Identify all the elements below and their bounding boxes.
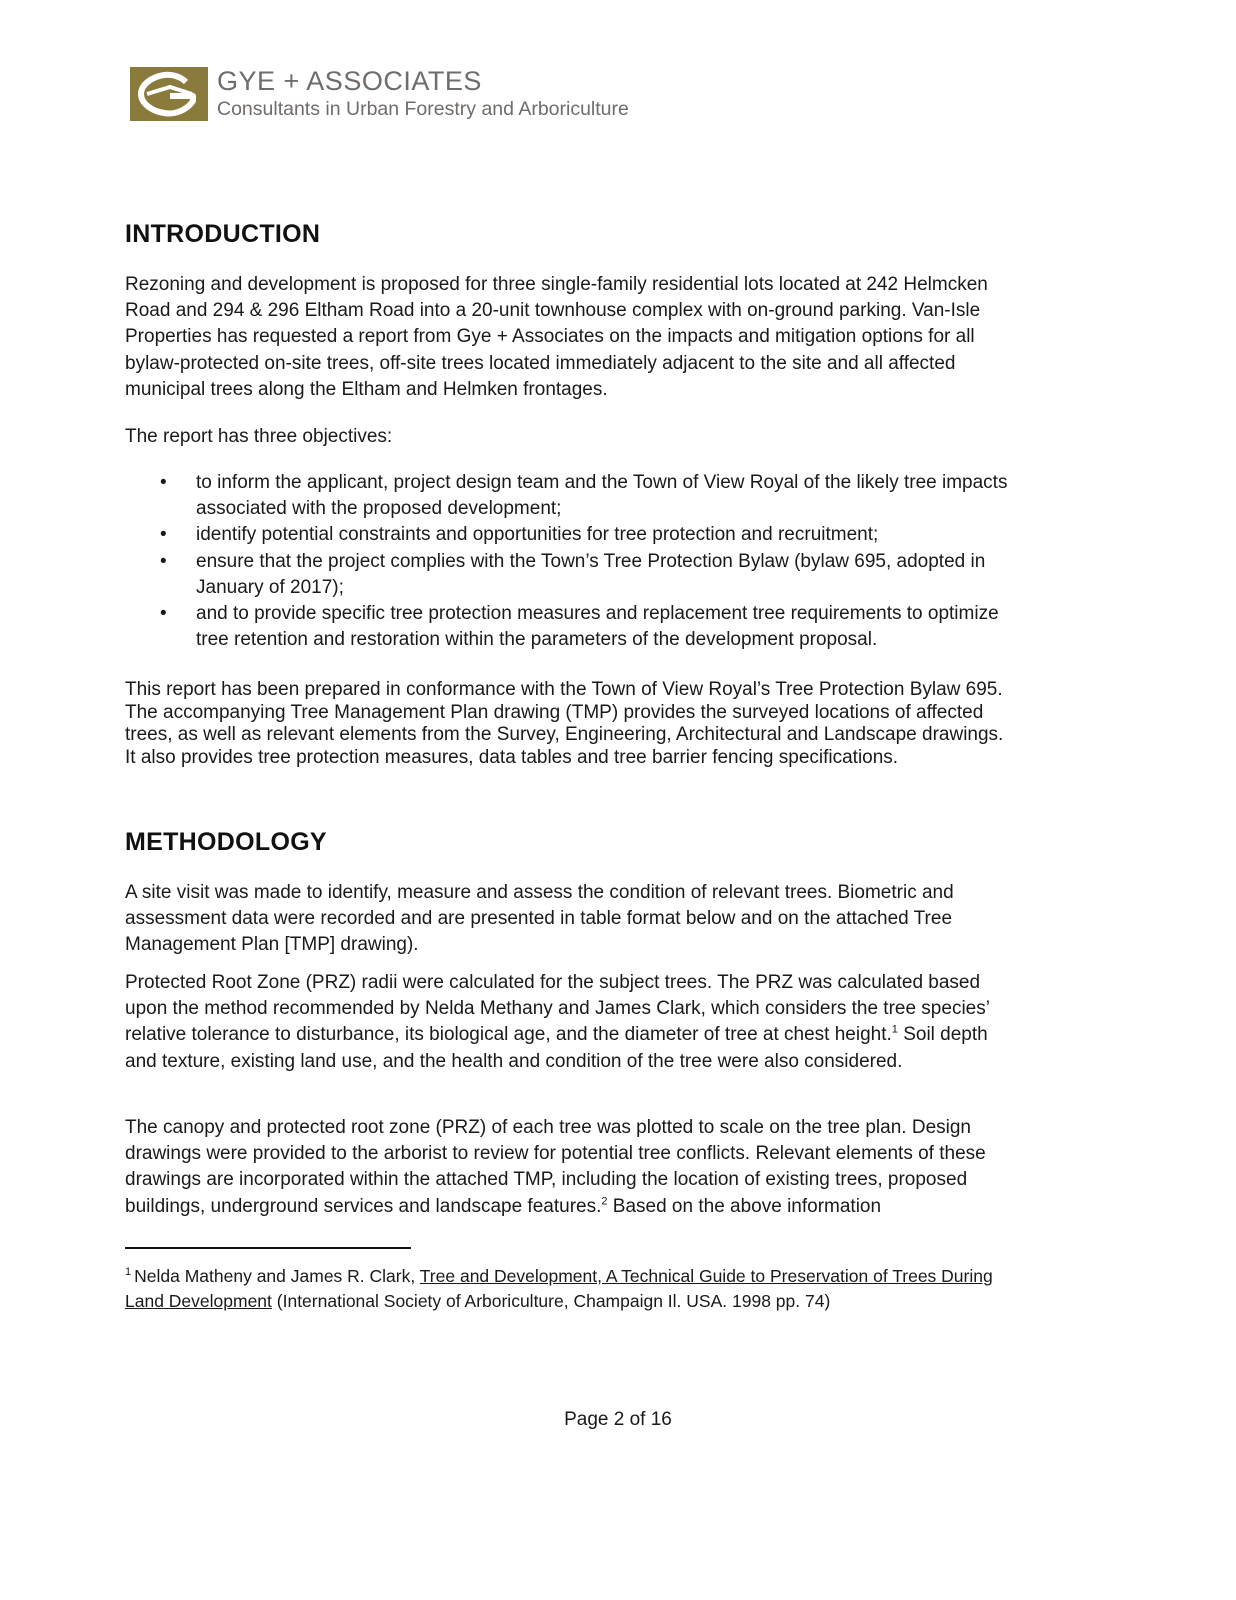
paragraph-text: The canopy and protected root zone (PRZ) of each tree was plotted to scale on the tree plan. Design drawings were provided to the arborist to review for potential tree conflicts. Relevant elements of these drawings are incorporated within the attached TMP, including the location of existing trees, proposed buildings, underground services and landscape features. <box>125 1117 986 1217</box>
footnote-title: Tree and Development, A Technical Guide to Preservation of Trees During Land Development <box>125 1266 993 1311</box>
objective-text: and to provide specific tree protection measures and replacement tree requirements to optimize tree retention and restoration within the parameters of the development proposal. <box>196 603 999 651</box>
methodology-paragraph-3 <box>125 1115 1015 1220</box>
objective-text: identify potential constraints and opportunities for tree protection and recruitment; <box>196 524 879 546</box>
company-logo-icon <box>130 67 208 121</box>
footnote-authors: Nelda Matheny and James R. Clark, <box>134 1266 420 1286</box>
bullet: • <box>160 550 167 572</box>
list-item <box>125 470 1015 522</box>
bullet: • <box>160 603 167 625</box>
list-item <box>125 601 1015 653</box>
objectives-list <box>125 470 1015 653</box>
paragraph-text: Protected Root Zone (PRZ) radii were calculated for the subject trees. The PRZ was calculated based upon the method recommended by Nelda Methany and James Clark, which considers the tree species’ relative tolerance to disturbance, its biological age, and the diameter of tree at chest height. <box>125 972 990 1046</box>
footnote-reference: 1 <box>891 1024 898 1037</box>
objective-text: to inform the applicant, project design team and the Town of View Royal of the likely tree impacts associated with the proposed development; <box>196 472 1008 520</box>
company-tagline: Consultants in Urban Forestry and Arboriculture <box>217 98 629 120</box>
footnote-divider <box>125 1247 411 1249</box>
introduction-paragraph-2: The report has three objectives: <box>125 426 393 447</box>
footnote-publisher: (International Society of Arboriculture, Champaign Il. USA. 1998 pp. 74) <box>271 1291 831 1311</box>
footnote <box>125 1264 1025 1314</box>
methodology-paragraph-1: A site visit was made to identify, measure and assess the condition of relevant trees. Biometric and assessment data were recorded and are presented in table format below and on the attached Tree Management Plan [TMP] drawing). <box>125 882 954 956</box>
methodology-paragraph-2 <box>125 970 1015 1075</box>
footnote-reference: 2 <box>601 1195 608 1208</box>
list-item <box>125 549 1015 601</box>
paragraph-text: Based on the above information <box>607 1195 882 1217</box>
footnote-number: 1 <box>125 1266 132 1279</box>
page-number: Page 2 of 16 <box>564 1409 672 1430</box>
bullet: • <box>160 524 167 546</box>
paragraph-text: Soil depth and texture, existing land use, and the health and condition of the tree were also considered. <box>125 1024 988 1072</box>
bullet: • <box>160 472 167 493</box>
introduction-paragraph-3: This report has been prepared in conformance with the Town of View Royal’s Tree Protection Bylaw 695. The accompanying Tree Management Plan drawing (TMP) provides the surveyed locations of affected trees, as well as relevant elements from the Survey, Engineering, Architectural and Landscape drawings. It also provides tree protection measures, data tables and tree barrier fencing specifications. <box>125 679 1004 768</box>
methodology-heading: METHODOLOGY <box>125 828 327 856</box>
letterhead <box>130 66 629 122</box>
objective-text: ensure that the project complies with the Town’s Tree Protection Bylaw (bylaw 695, adopted in January of 2017); <box>196 550 986 598</box>
list-item <box>125 522 1015 548</box>
company-name: GYE + ASSOCIATES <box>217 66 482 96</box>
introduction-heading: INTRODUCTION <box>125 220 321 248</box>
introduction-paragraph-1: Rezoning and development is proposed for three single-family residential lots located at 242 Helmcken Road and 294 & 296 Eltham Road into a 20-unit townhouse complex with on-ground parking. Van-Isle Properties has requested a report from Gye + Associates on the impacts and mitigation options for all bylaw-protected on-site trees, off-site trees located immediately adjacent to the site and all affected municipal trees along the Eltham and Helmken frontages. <box>125 274 988 400</box>
